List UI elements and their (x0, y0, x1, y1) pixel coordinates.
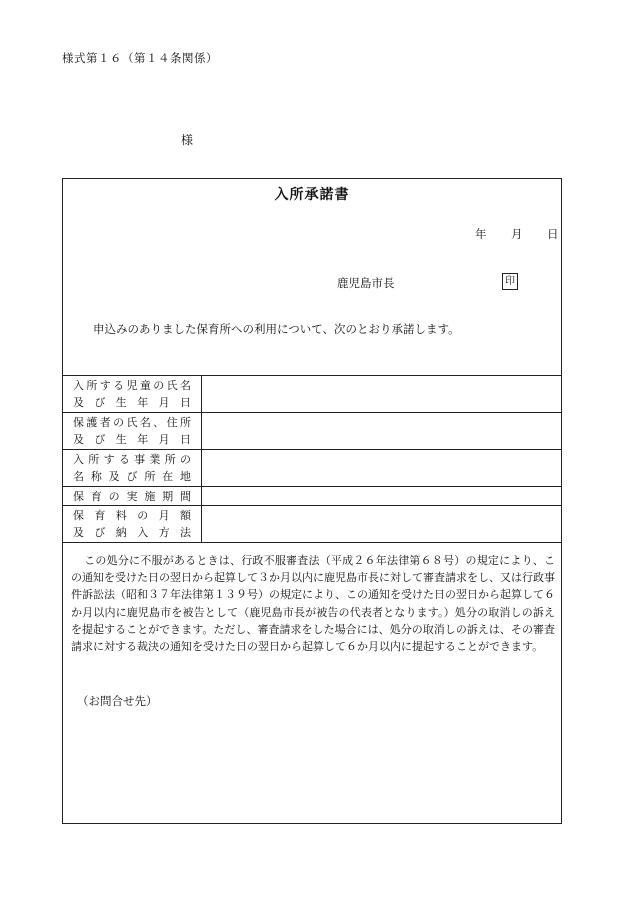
field-label (63, 376, 202, 413)
appeal-notice: この処分に不服があるときは、行政不服審査法（平成２６年法律第６８号）の規定により、この通知を受けた日の翌日から起算して３か月以内に鹿児島市長に対して審査請求をし、又は行政事件訴訟法（昭和３７年法律第１３９号）の規定により、この通知を受けた日の翌日から起算して６か月以内に鹿児島市を被告として（鹿児島市長が被告の代表者となります。）処分の取消しの訴えを提起することができます。ただし、審査請求をした場合には、処分の取消しの訴えは、その審査請求に対する裁決の通知を受けた日の翌日から起算して６か月以内に提起することができます。 (71, 554, 555, 654)
form-number: 様式第１６（第１４条関係） (62, 51, 218, 65)
field-label (63, 413, 202, 450)
document-title: 入所承諾書 (274, 187, 350, 203)
field-label-line: 及び生年月日 (73, 433, 191, 446)
field-value-child[interactable] (202, 376, 562, 413)
field-label-line: 及び納入方法 (73, 526, 191, 539)
field-value-facility[interactable] (202, 450, 562, 487)
fields-table (63, 375, 561, 543)
field-label-line: 保育の実施期間 (73, 489, 191, 503)
issuer-name: 鹿児島市長 (337, 276, 395, 290)
seal-mark: 印 (502, 273, 518, 290)
date-day-label: 日 (547, 227, 559, 241)
date-year-label: 年 (475, 227, 487, 241)
field-row-facility (63, 450, 561, 487)
field-label (63, 487, 202, 506)
intro-text: 申込みのありました保育所への利用について、次のとおり承諾します。 (93, 322, 460, 336)
field-label-line: 保育料の月額 (73, 509, 191, 522)
field-row-child (63, 376, 561, 413)
field-label-line: 名称及び所在地 (73, 470, 191, 483)
field-label-line: 保護者の氏名、住所 (73, 416, 191, 429)
field-label-line: 入所する事業所の (73, 453, 191, 466)
date-month-label: 月 (511, 227, 523, 241)
field-value-guardian[interactable] (202, 413, 562, 450)
field-label (63, 450, 202, 487)
document-frame (62, 178, 562, 824)
field-row-fee (63, 506, 561, 543)
field-row-period (63, 487, 561, 506)
contact-label: （お問合せ先） (77, 694, 158, 708)
field-label (63, 506, 202, 543)
addressee-suffix: 様 (181, 133, 194, 147)
field-label-line: 及び生年月日 (73, 396, 191, 409)
field-value-period[interactable] (202, 487, 562, 506)
field-row-guardian (63, 413, 561, 450)
field-label-line: 入所する児童の氏名 (73, 379, 191, 392)
field-value-fee[interactable] (202, 506, 562, 543)
